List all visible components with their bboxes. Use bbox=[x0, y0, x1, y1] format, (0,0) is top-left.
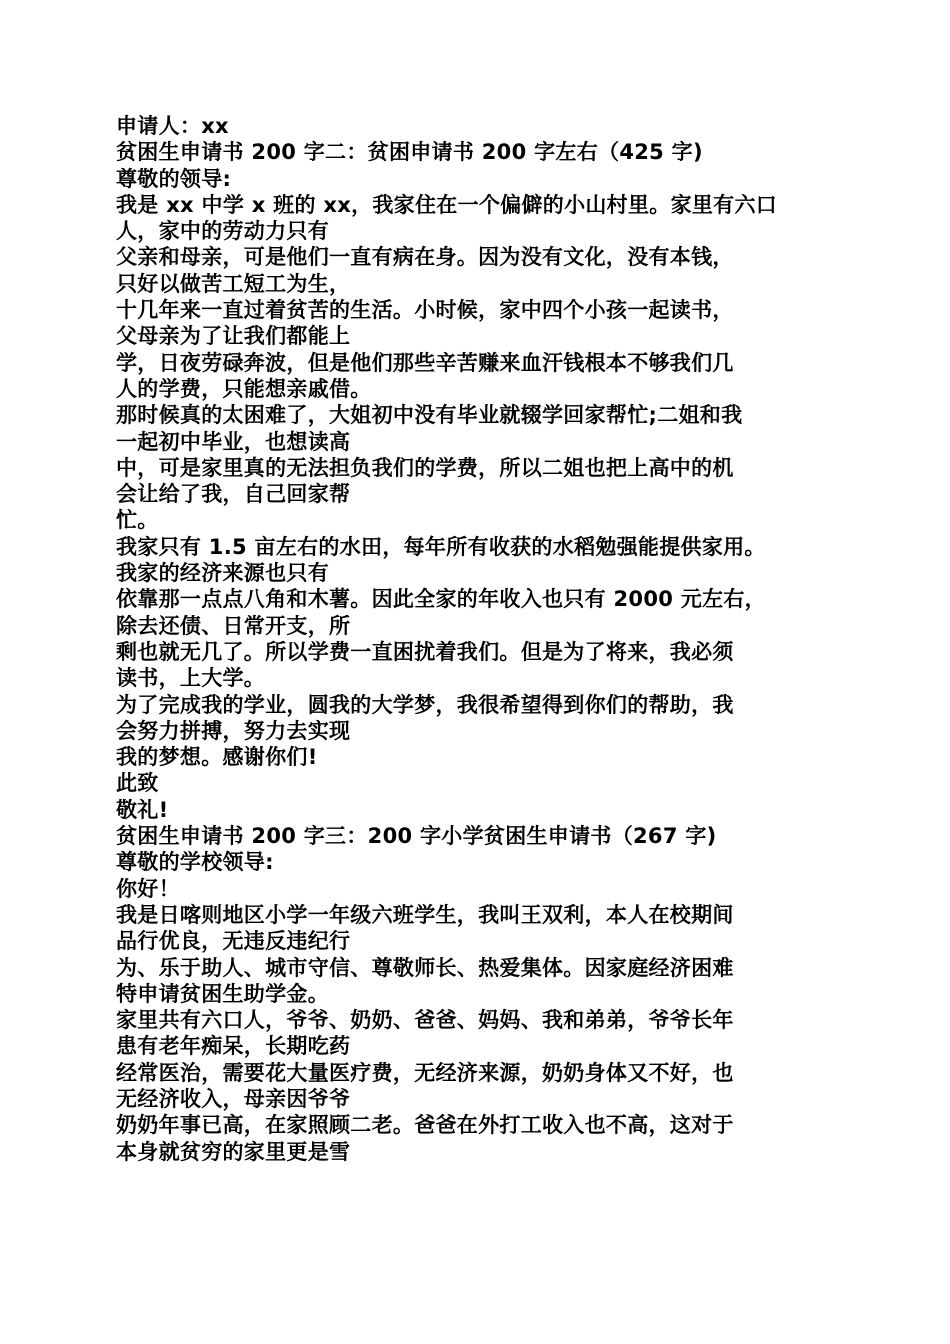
text-line: 我的梦想。感谢你们! bbox=[116, 745, 318, 770]
text-line: 为、乐于助人、城市守信、尊敬师长、热爱集体。因家庭经济困难 bbox=[116, 955, 734, 980]
text-line: 经常医治，需要花大量医疗费，无经济来源，奶奶身体又不好，也 bbox=[116, 1060, 734, 1085]
text-line: 父母亲为了让我们都能上 bbox=[116, 324, 351, 349]
text-line: 人的学费，只能想亲戚借。 bbox=[116, 376, 372, 401]
text-line: 剩也就无几了。所以学费一直困扰着我们。但是为了将来，我必须 bbox=[116, 639, 734, 664]
text-line: 你好！ bbox=[116, 876, 180, 901]
text-line: 人，家中的劳动力只有 bbox=[116, 219, 329, 244]
text-line: 十几年来一直过着贫苦的生活。小时候，家中四个小孩一起读书， bbox=[116, 298, 734, 323]
text-line: 奶奶年事已高，在家照顾二老。爸爸在外打工收入也不高，这对于 bbox=[116, 1113, 734, 1138]
text-line: 无经济收入，母亲因爷爷 bbox=[116, 1086, 351, 1111]
text-line: 一起初中毕业，也想读高 bbox=[116, 429, 351, 454]
text-line: 会努力拼搏，努力去实现 bbox=[116, 718, 351, 743]
text-line: 贫困生申请书 200 字三：200 字小学贫困生申请书（267 字) bbox=[116, 824, 717, 849]
text-line: 此致 bbox=[116, 771, 159, 796]
text-line: 为了完成我的学业，圆我的大学梦，我很希望得到你们的帮助，我 bbox=[116, 692, 734, 717]
text-line: 申请人：xx bbox=[116, 114, 229, 138]
text-line: 我家只有 1.5 亩左右的水田，每年所有收获的水稻勉强能提供家用。 bbox=[116, 534, 766, 559]
text-line: 除去还债、日常开支，所 bbox=[116, 613, 351, 638]
document-page bbox=[116, 113, 826, 1165]
text-line: 只好以做苦工短工为生， bbox=[116, 271, 351, 296]
text-line: 忙。 bbox=[116, 508, 159, 533]
text-line: 敬礼! bbox=[116, 797, 169, 822]
text-line: 我家的经济来源也只有 bbox=[116, 561, 329, 586]
text-line: 特申请贫困生助学金。 bbox=[116, 981, 329, 1006]
text-line: 依靠那一点点八角和木薯。因此全家的年收入也只有 2000 元左右， bbox=[116, 587, 766, 612]
text-line: 父亲和母亲，可是他们一直有病在身。因为没有文化，没有本钱， bbox=[116, 245, 734, 270]
text-line: 本身就贫穷的家里更是雪 bbox=[116, 1139, 351, 1164]
text-line: 学，日夜劳碌奔波，但是他们那些辛苦赚来血汗钱根本不够我们几 bbox=[116, 350, 734, 375]
text-line: 患有老年痴呆，长期吃药 bbox=[116, 1034, 351, 1059]
text-line: 品行优良，无违反违纪行 bbox=[116, 929, 351, 954]
text-line: 贫困生申请书 200 字二：贫困申请书 200 字左右（425 字) bbox=[116, 140, 703, 165]
text-line: 读书，上大学。 bbox=[116, 666, 266, 691]
text-line: 我是 xx 中学 x 班的 xx，我家住在一个偏僻的小山村里。家里有六口 bbox=[116, 192, 778, 217]
text-line: 会让给了我，自己回家帮 bbox=[116, 482, 351, 507]
text-line: 家里共有六口人，爷爷、奶奶、爸爸、妈妈、我和弟弟，爷爷长年 bbox=[116, 1008, 734, 1033]
text-line: 尊敬的学校领导: bbox=[116, 850, 274, 875]
text-line: 尊敬的领导: bbox=[116, 166, 232, 191]
text-line: 中，可是家里真的无法担负我们的学费，所以二姐也把上高中的机 bbox=[116, 455, 734, 480]
text-line: 我是日喀则地区小学一年级六班学生，我叫王双利，本人在校期间 bbox=[116, 902, 734, 927]
text-line: 那时候真的太困难了，大姐初中没有毕业就辍学回家帮忙;二姐和我 bbox=[116, 403, 743, 428]
